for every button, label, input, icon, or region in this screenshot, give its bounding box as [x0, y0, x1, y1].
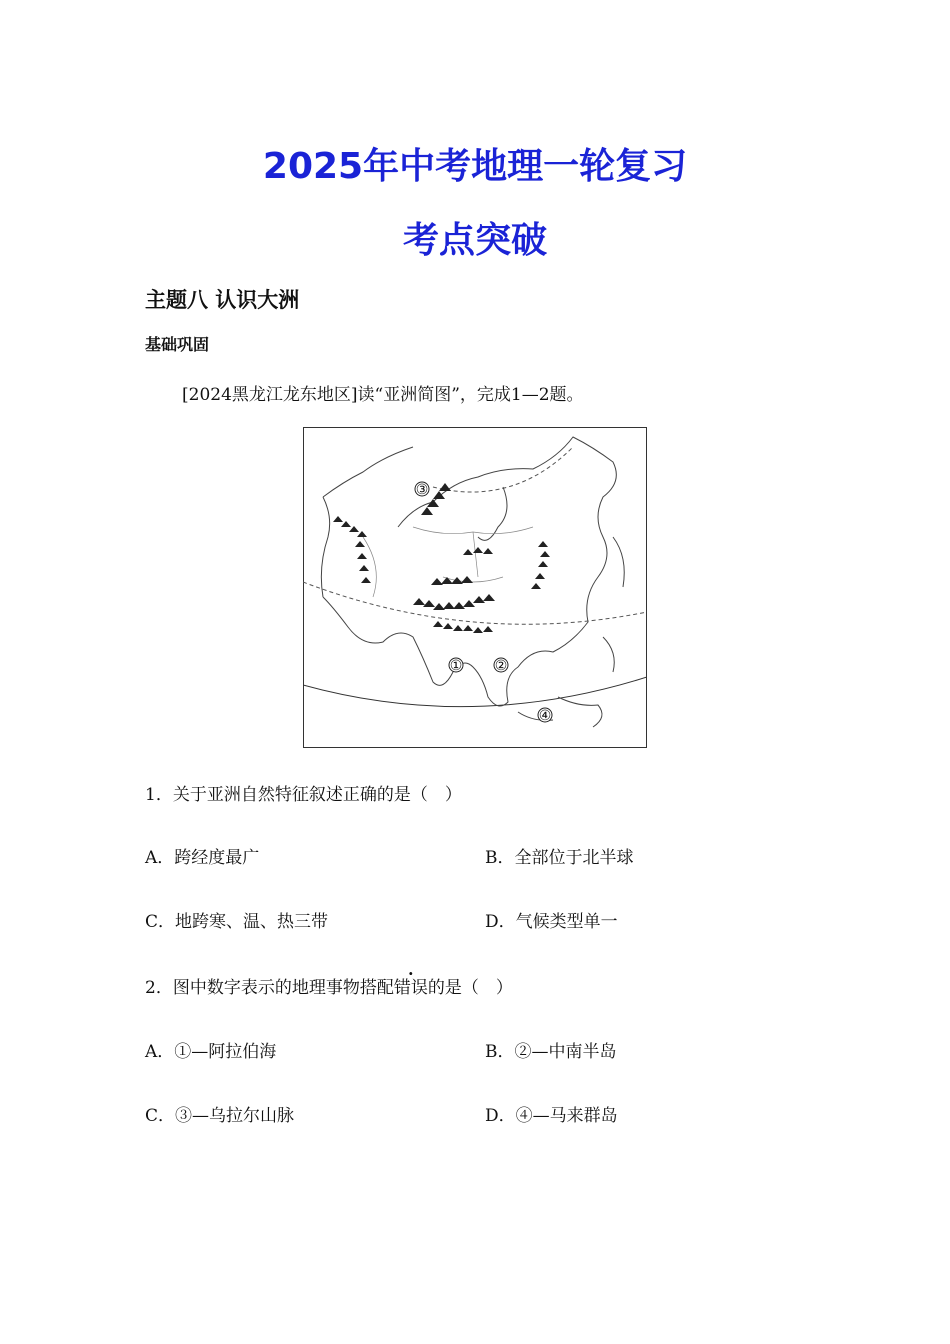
- label-4: ④: [538, 708, 552, 724]
- label-2: ②: [494, 658, 508, 674]
- question-2-option-b[interactable]: B．②—中南半岛: [485, 1042, 617, 1062]
- question-1-stem: 1．关于亚洲自然特征叙述正确的是（ ）: [145, 785, 462, 805]
- question-intro: [2024黑龙江龙东地区]读“亚洲简图”，完成1—2题。: [182, 385, 584, 405]
- label-3: ③: [415, 482, 429, 498]
- topic-heading: 主题八 认识大洲: [145, 288, 300, 312]
- question-1-option-b[interactable]: B．全部位于北半球: [485, 848, 634, 868]
- document-title: 2025年中考地理一轮复习: [262, 146, 688, 187]
- question-1-option-a[interactable]: A．跨经度最广: [145, 848, 260, 868]
- question-2-option-d[interactable]: D．④—马来群岛: [485, 1106, 618, 1126]
- question-1-option-d[interactable]: D．气候类型单一: [485, 912, 618, 932]
- question-2-emphasis: 错误: [393, 978, 428, 998]
- label-1: ①: [449, 658, 463, 674]
- question-2-option-c[interactable]: C．③—乌拉尔山脉: [145, 1106, 295, 1126]
- question-2-option-a[interactable]: A．①—阿拉伯海: [145, 1042, 277, 1062]
- question-1-option-c[interactable]: C．地跨寒、温、热三带: [145, 912, 329, 932]
- question-2-stem: [145, 973, 513, 998]
- question-2-stem-start: 2．图中数字表示的地理事物搭配: [145, 978, 394, 998]
- document-subtitle: 考点突破: [402, 220, 547, 261]
- section-heading: 基础巩固: [145, 335, 210, 354]
- asia-map: [303, 427, 647, 748]
- question-2-stem-end: 的是（ ）: [427, 978, 513, 998]
